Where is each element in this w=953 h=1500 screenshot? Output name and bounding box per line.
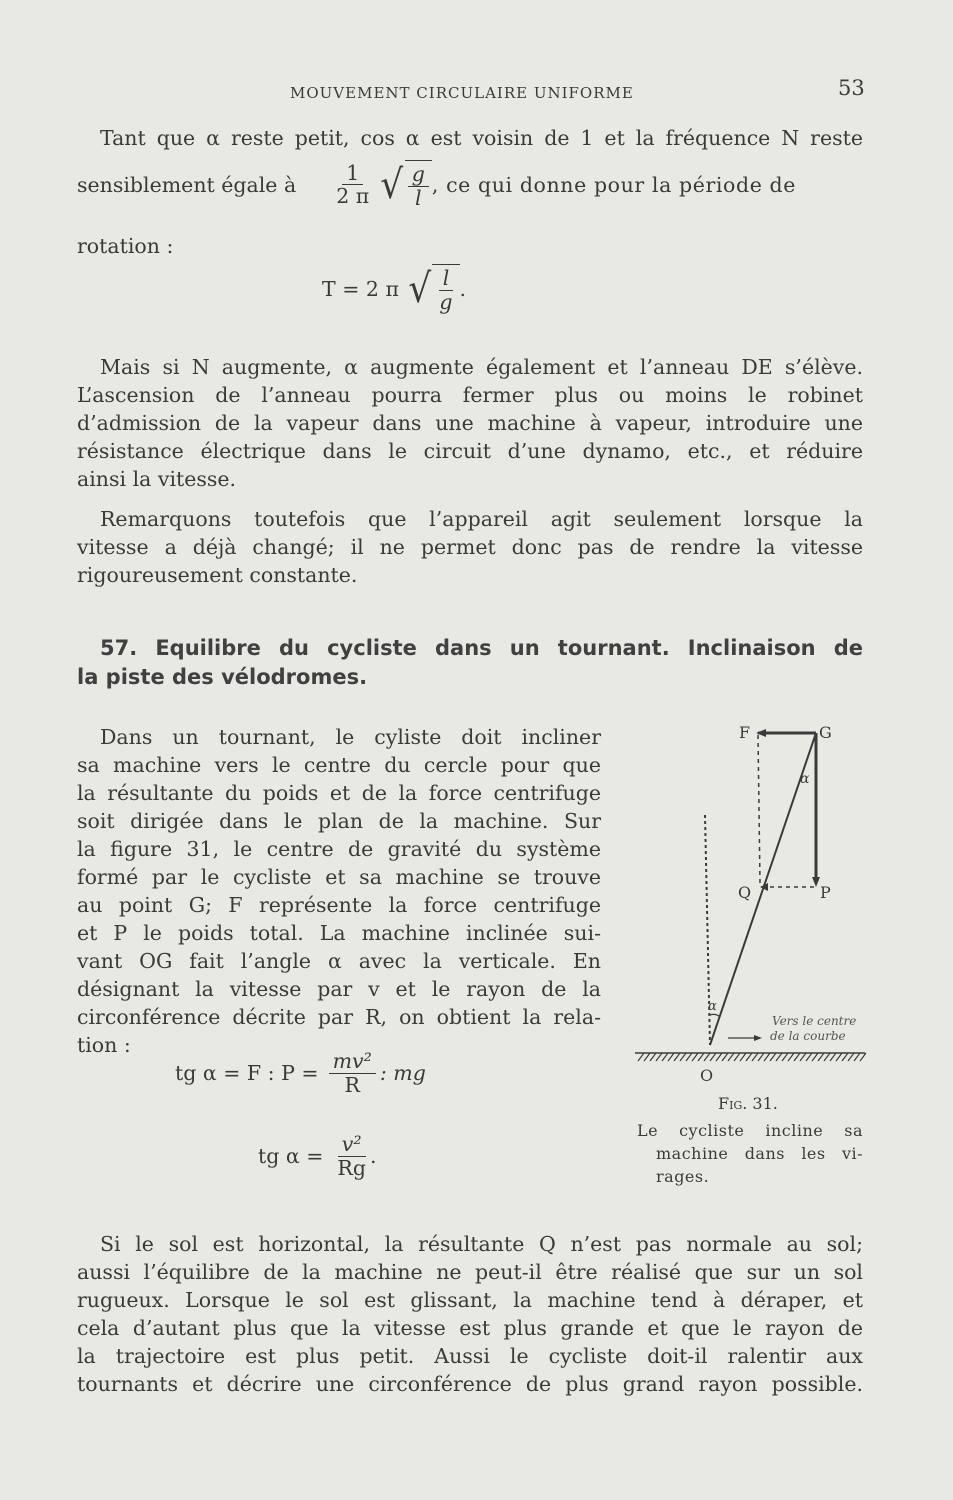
para5-line: rugueux. Lorsque le sol est glissant, la machine tend à déraper, et xyxy=(77,1288,863,1312)
running-title: MOUVEMENT CIRCULAIRE UNIFORME xyxy=(290,84,634,102)
angle-arc-bottom xyxy=(710,1014,720,1017)
note-line1: Vers le centre xyxy=(772,1014,857,1028)
formula1-den: R xyxy=(344,1072,360,1097)
para4-line: sa machine vers le centre du cercle pour que xyxy=(77,753,601,777)
fraction-one-over-two-pi xyxy=(332,162,373,208)
hatch-stroke xyxy=(812,1053,818,1061)
para3-line: Remarquons toutefois que l’appareil agit seulement lorsque la xyxy=(100,507,863,531)
para4-line: Dans un tournant, le cyliste doit incliner xyxy=(100,725,601,749)
label-P: P xyxy=(820,883,831,902)
hatch-stroke xyxy=(746,1053,752,1061)
hatch-stroke xyxy=(758,1053,764,1061)
formula2-den: Rg xyxy=(337,1155,366,1180)
hatch-stroke xyxy=(782,1053,788,1061)
hatch-stroke xyxy=(842,1053,848,1061)
label-alpha-top: α xyxy=(800,771,810,787)
para4-line: la figure 31, le centre de gravité du système xyxy=(77,837,601,861)
formula2-end: . xyxy=(369,1144,377,1169)
hatch-stroke xyxy=(860,1053,866,1061)
ground-hatching xyxy=(638,1053,866,1061)
formula-period xyxy=(322,264,466,313)
hatch-stroke xyxy=(830,1053,836,1061)
hatch-stroke xyxy=(818,1053,824,1061)
formula1-num: mv² xyxy=(329,1050,376,1074)
section-heading-line1: 57. Equilibre du cycliste dans un tournant. Inclinaison de xyxy=(100,636,863,660)
para2-line: résistance électrique dans le circuit d’une dynamo, etc., et réduire xyxy=(77,439,863,463)
direction-arrowhead xyxy=(754,1035,762,1041)
hatch-stroke xyxy=(854,1053,860,1061)
label-Q: Q xyxy=(738,883,752,902)
figure-caption-line: machine dans les vi- xyxy=(656,1144,863,1163)
para4-line: soit dirigée dans le plan de la machine. Sur xyxy=(77,809,601,833)
hatch-stroke xyxy=(752,1053,758,1061)
formula-period-den: g xyxy=(439,289,453,314)
para1-line1: Tant que α reste petit, cos α est voisin de 1 et la fréquence N reste xyxy=(100,126,863,150)
formula1-rhs: : mg xyxy=(379,1061,426,1086)
hatch-stroke xyxy=(794,1053,800,1061)
hatch-stroke xyxy=(650,1053,656,1061)
hatch-stroke xyxy=(716,1053,722,1061)
hatch-stroke xyxy=(848,1053,854,1061)
para5-line: la trajectoire est plus petit. Aussi le cycliste doit-il ralentir aux xyxy=(77,1344,863,1368)
label-O: O xyxy=(700,1066,714,1085)
hatch-stroke xyxy=(674,1053,680,1061)
radical-sign: √ xyxy=(380,161,404,208)
frac-den: 2 π xyxy=(336,184,370,209)
para4-line: et P le poids total. La machine inclinée sui- xyxy=(77,921,601,945)
para4-line: désignant la vitesse par v et le rayon de la xyxy=(77,977,601,1001)
hatch-stroke xyxy=(686,1053,692,1061)
para4-line: la résultante du poids et de la force centrifuge xyxy=(77,781,601,805)
para1-line2-pre: sensiblement égale à xyxy=(77,172,297,197)
formula2-lhs: tg α = xyxy=(258,1144,324,1169)
sqrt-num: g xyxy=(408,163,429,187)
formula-period-num: l xyxy=(439,267,454,291)
hatch-stroke xyxy=(704,1053,710,1061)
para4-line: vant OG fait l’angle α avec la verticale. En xyxy=(77,949,601,973)
para1-line2-post: , ce qui donne pour la période de xyxy=(431,172,796,197)
hatch-stroke xyxy=(824,1053,830,1061)
sqrt-g-over-l xyxy=(379,160,432,209)
para3-line: vitesse a déjà changé; il ne permet donc pas de rendre la vitesse xyxy=(77,535,863,559)
para2-line: L’ascension de l’anneau pourra fermer plus ou moins le robinet xyxy=(77,383,863,407)
hatch-stroke xyxy=(722,1053,728,1061)
hatch-stroke xyxy=(764,1053,770,1061)
dashed-line-F xyxy=(758,735,760,883)
figure-caption-line: rages. xyxy=(656,1167,710,1186)
hatch-stroke xyxy=(776,1053,782,1061)
para4-line: circonférence décrite par R, on obtient la rela- xyxy=(77,1005,601,1029)
figure-caption-line: Le cycliste incline sa xyxy=(637,1121,863,1140)
para2-line: d’admission de la vapeur dans une machine à vapeur, introduire une xyxy=(77,411,863,435)
hatch-stroke xyxy=(638,1053,644,1061)
para5-line: aussi l’équilibre de la machine ne peut-il être réalisé que sur un sol xyxy=(77,1260,863,1284)
page-number: 53 xyxy=(838,76,865,100)
para5-line: cela d’autant plus que la vitesse est plus grande et que le rayon de xyxy=(77,1316,863,1340)
arrowhead-P xyxy=(812,877,820,887)
hatch-stroke xyxy=(734,1053,740,1061)
hatch-stroke xyxy=(668,1053,674,1061)
hatch-stroke xyxy=(788,1053,794,1061)
formula-tg-alpha-1 xyxy=(175,1050,426,1096)
hatch-stroke xyxy=(836,1053,842,1061)
hatch-stroke xyxy=(644,1053,650,1061)
hatch-stroke xyxy=(710,1053,716,1061)
para1-line2 xyxy=(77,160,867,209)
figure-31-diagram xyxy=(620,715,880,1085)
frac-num: 1 xyxy=(342,162,363,186)
formula-period-lhs: T = 2 π xyxy=(322,276,399,301)
para5-line: Si le sol est horizontal, la résultante Q n’est pas normale au sol; xyxy=(100,1232,863,1256)
para4-line: au point G; F représente la force centrifuge xyxy=(77,893,601,917)
para3-line: rigoureusement constante. xyxy=(77,563,358,587)
hatch-stroke xyxy=(662,1053,668,1061)
label-F: F xyxy=(739,723,751,742)
formula1-lhs: tg α = F : P = xyxy=(175,1061,319,1086)
hatch-stroke xyxy=(806,1053,812,1061)
hatch-stroke xyxy=(692,1053,698,1061)
hatch-stroke xyxy=(800,1053,806,1061)
para5-line: tournants et décrire une circonférence de plus grand rayon possible. xyxy=(77,1372,863,1396)
para2-line: ainsi la vitesse. xyxy=(77,467,237,491)
para4-line: formé par le cycliste et sa machine se trouve xyxy=(77,865,601,889)
section-heading-line2: la piste des vélodromes. xyxy=(77,665,368,689)
hatch-stroke xyxy=(770,1053,776,1061)
hatch-stroke xyxy=(698,1053,704,1061)
para4-line: tion : xyxy=(77,1033,131,1057)
radical-sign: √ xyxy=(408,265,432,312)
formula2-num: v² xyxy=(338,1133,366,1157)
hatch-stroke xyxy=(656,1053,662,1061)
para1-line3: rotation : xyxy=(77,234,174,258)
sqrt-den: l xyxy=(415,185,422,210)
label-G: G xyxy=(819,723,832,742)
formula-tg-alpha-2 xyxy=(258,1133,377,1179)
hatch-stroke xyxy=(740,1053,746,1061)
note-line2: de la courbe xyxy=(770,1029,846,1043)
figure-title: Fig. 31. xyxy=(718,1094,778,1113)
label-alpha-bottom: α xyxy=(708,999,717,1014)
para2-line: Mais si N augmente, α augmente également et l’anneau DE s’élève. xyxy=(100,355,863,379)
hatch-stroke xyxy=(680,1053,686,1061)
hatch-stroke xyxy=(728,1053,734,1061)
formula-period-end: . xyxy=(459,276,467,301)
